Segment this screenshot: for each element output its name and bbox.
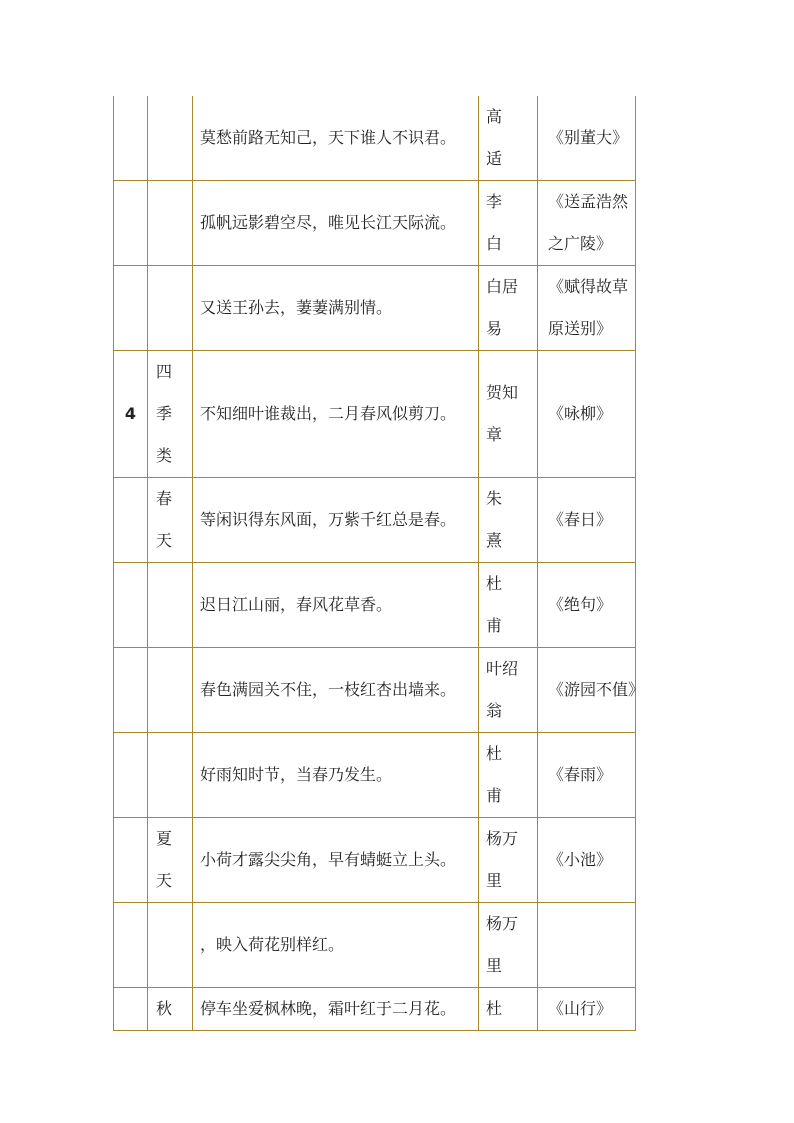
poem-title: 《春雨》 [538, 733, 636, 818]
row-category [148, 266, 193, 351]
row-category [148, 478, 193, 563]
poem-author [479, 181, 538, 266]
title-line-2: 原送别》 [548, 319, 613, 338]
author-line-1: 杨万 [486, 914, 519, 933]
row-index [114, 181, 148, 266]
poem-title [538, 903, 636, 988]
title-line-1: 《赋得故草 [548, 277, 629, 296]
poem-verse: 小荷才露尖尖角，早有蜻蜓立上头。 [193, 818, 479, 903]
row-index [114, 903, 148, 988]
poem-verse: 又送王孙去，萋萋满别情。 [193, 266, 479, 351]
row-index [114, 266, 148, 351]
author-line-2: 熹 [486, 531, 503, 550]
author-line-1: 叶绍 [486, 659, 519, 678]
row-index [114, 96, 148, 181]
poem-table [113, 96, 645, 1031]
poem-title [538, 181, 636, 266]
table-row [114, 266, 636, 351]
row-category [148, 733, 193, 818]
table-row [114, 351, 636, 478]
row-index [114, 648, 148, 733]
category-line-3: 类 [156, 446, 173, 465]
poem-author [479, 266, 538, 351]
title-line-2: 之广陵》 [548, 234, 613, 253]
poem-verse: 迟日江山丽，春风花草香。 [193, 563, 479, 648]
author-line-2: 甫 [486, 616, 503, 635]
poem-author [479, 648, 538, 733]
author-line-1: 朱 [486, 489, 503, 508]
author-line-1: 杜 [486, 574, 503, 593]
table-row [114, 818, 636, 903]
row-index [114, 818, 148, 903]
author-line-2: 章 [486, 425, 503, 444]
table-row [114, 96, 636, 181]
poem-author [479, 818, 538, 903]
poem-author [479, 563, 538, 648]
author-line-1: 贺知 [486, 383, 519, 402]
poem-verse: 春色满园关不住，一枝红杏出墙来。 [193, 648, 479, 733]
poem-title: 《游园不值》 [538, 648, 636, 733]
poem-verse: 孤帆远影碧空尽，唯见长江天际流。 [193, 181, 479, 266]
author-line-1: 高 [486, 107, 503, 126]
row-index: 4 [114, 351, 148, 478]
poem-title: 《绝句》 [538, 563, 636, 648]
table-row [114, 903, 636, 988]
row-category [148, 96, 193, 181]
row-category [148, 818, 193, 903]
author-line-1: 杜 [486, 744, 503, 763]
category-line-1: 四 [156, 362, 173, 381]
category-line-2: 天 [156, 531, 173, 550]
poem-author [479, 903, 538, 988]
row-index [114, 988, 148, 1031]
author-line-2: 里 [486, 871, 503, 890]
table-row [114, 648, 636, 733]
category-line-2: 季 [156, 404, 173, 423]
title-line-1: 《送孟浩然 [548, 192, 629, 211]
row-index [114, 478, 148, 563]
row-category [148, 903, 193, 988]
poem-verse: 不知细叶谁裁出，二月春风似剪刀。 [193, 351, 479, 478]
author-line-1: 杨万 [486, 829, 519, 848]
category-line-2: 天 [156, 871, 173, 890]
row-category [148, 181, 193, 266]
author-line-2: 白 [486, 234, 503, 253]
row-category [148, 351, 193, 478]
poem-author [479, 478, 538, 563]
table-row [114, 733, 636, 818]
poem-verse: ，映入荷花别样红。 [193, 903, 479, 988]
poem-title: 《咏柳》 [538, 351, 636, 478]
row-category [148, 563, 193, 648]
poem-verse: 莫愁前路无知己，天下谁人不识君。 [193, 96, 479, 181]
poem-author [479, 96, 538, 181]
row-index [114, 563, 148, 648]
table-row [114, 478, 636, 563]
row-index [114, 733, 148, 818]
table-row [114, 988, 636, 1031]
poem-verse: 等闲识得东风面，万紫千红总是春。 [193, 478, 479, 563]
poem-title: 《春日》 [538, 478, 636, 563]
poem-title [538, 266, 636, 351]
poem-verse: 好雨知时节，当春乃发生。 [193, 733, 479, 818]
poem-title: 《别董大》 [538, 96, 636, 181]
author-line-2: 甫 [486, 786, 503, 805]
poem-verse: 停车坐爱枫林晚，霜叶红于二月花。 [193, 988, 479, 1031]
table-row [114, 181, 636, 266]
author-line-2: 适 [486, 149, 503, 168]
poem-author [479, 733, 538, 818]
author-line-1: 白居 [486, 277, 519, 296]
row-category [148, 648, 193, 733]
poem-title: 《山行》 [538, 988, 636, 1031]
poem-title: 《小池》 [538, 818, 636, 903]
category-line-1: 夏 [156, 829, 173, 848]
category-line-1: 春 [156, 489, 173, 508]
author-line-2: 易 [486, 319, 503, 338]
row-category: 秋 [148, 988, 193, 1031]
author-line-1: 李 [486, 192, 503, 211]
author-line-2: 翁 [486, 701, 503, 720]
table-row [114, 563, 636, 648]
poem-author [479, 351, 538, 478]
author-line-2: 里 [486, 956, 503, 975]
poem-author: 杜 [479, 988, 538, 1031]
